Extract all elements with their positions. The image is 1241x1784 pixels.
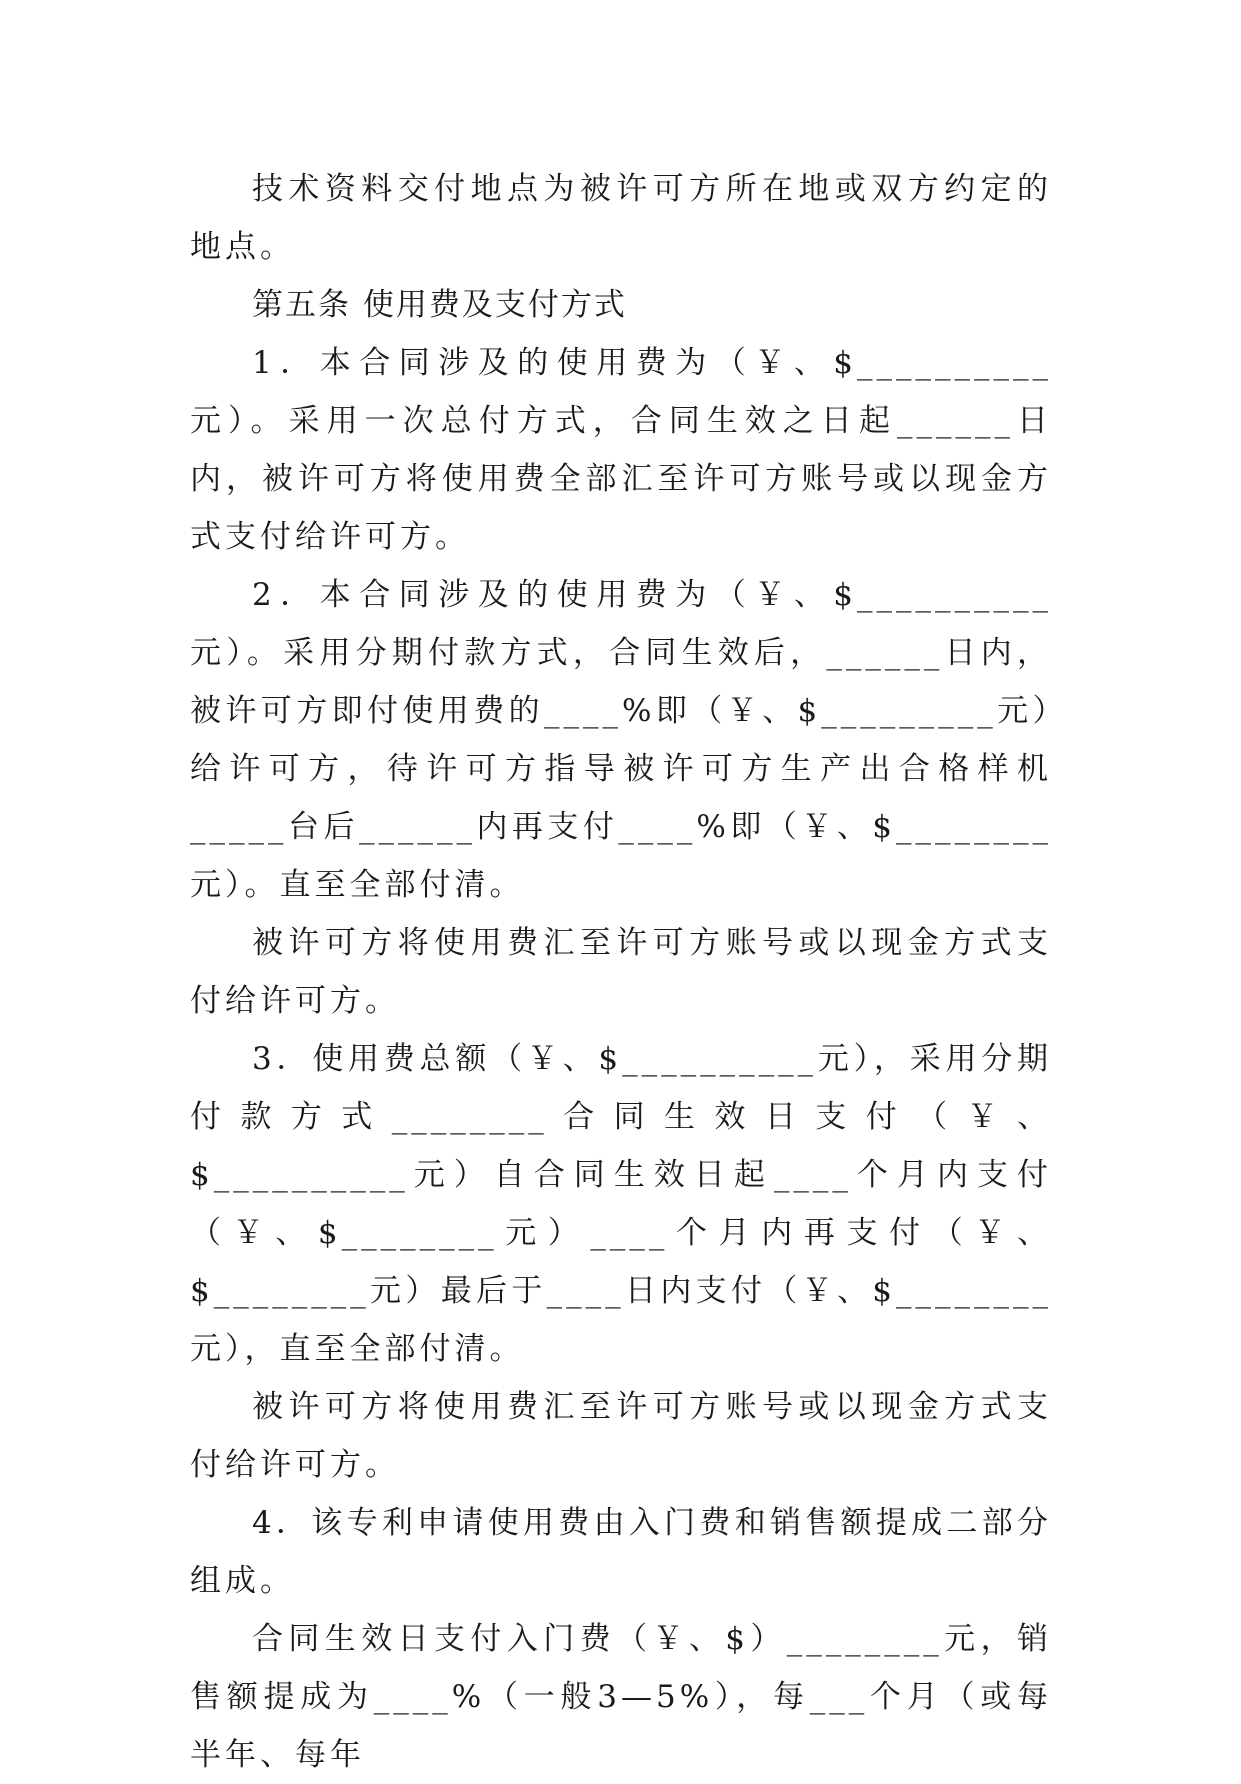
clause-2: 2．本合同涉及的使用费为（￥、$__________元）。采用分期付款方式，合同生效后，______日内，被许可方即付使用费的____%即（￥、$_________元）给许可方，待许可方指导被许可方生产出合格样机 _____台后______内再支付____%即（￥、$________元）。直至全部付清。 xyxy=(190,577,1066,903)
clause-3-note: 被许可方将使用费汇至许可方账号或以现金方式支付给许可方。 xyxy=(190,1389,1052,1483)
section-heading: 第五条 使用费及支付方式 xyxy=(252,287,627,323)
document-body xyxy=(190,160,1066,1784)
paragraph-delivery-location: 技术资料交付地点为被许可方所在地或双方约定的地点。 xyxy=(190,171,1052,265)
clause-2-note: 被许可方将使用费汇至许可方账号或以现金方式支付给许可方。 xyxy=(190,925,1052,1019)
clause-4-detail: 合同生效日支付入门费（￥、$）________元，销售额提成为____%（一般3—5%），每___个月（或每半年、每年 xyxy=(190,1621,1052,1773)
clause-4: 4．该专利申请使用费由入门费和销售额提成二部分组成。 xyxy=(190,1505,1052,1599)
clause-1: 1．本合同涉及的使用费为（￥、$__________元）。采用一次总付方式，合同生效之日起______日内，被许可方将使用费全部汇至许可方账号或以现金方式支付给许可方。 xyxy=(190,345,1052,555)
clause-3: 3．使用费总额（￥、$__________元），采用分期付款方式________合同生效日支付（￥、$__________元）自合同生效日起____个月内支付（￥、$________元）____个月内再支付（￥、$________元）最后于____日内支付（￥、$________元），直至全部付清。 xyxy=(190,1041,1052,1367)
